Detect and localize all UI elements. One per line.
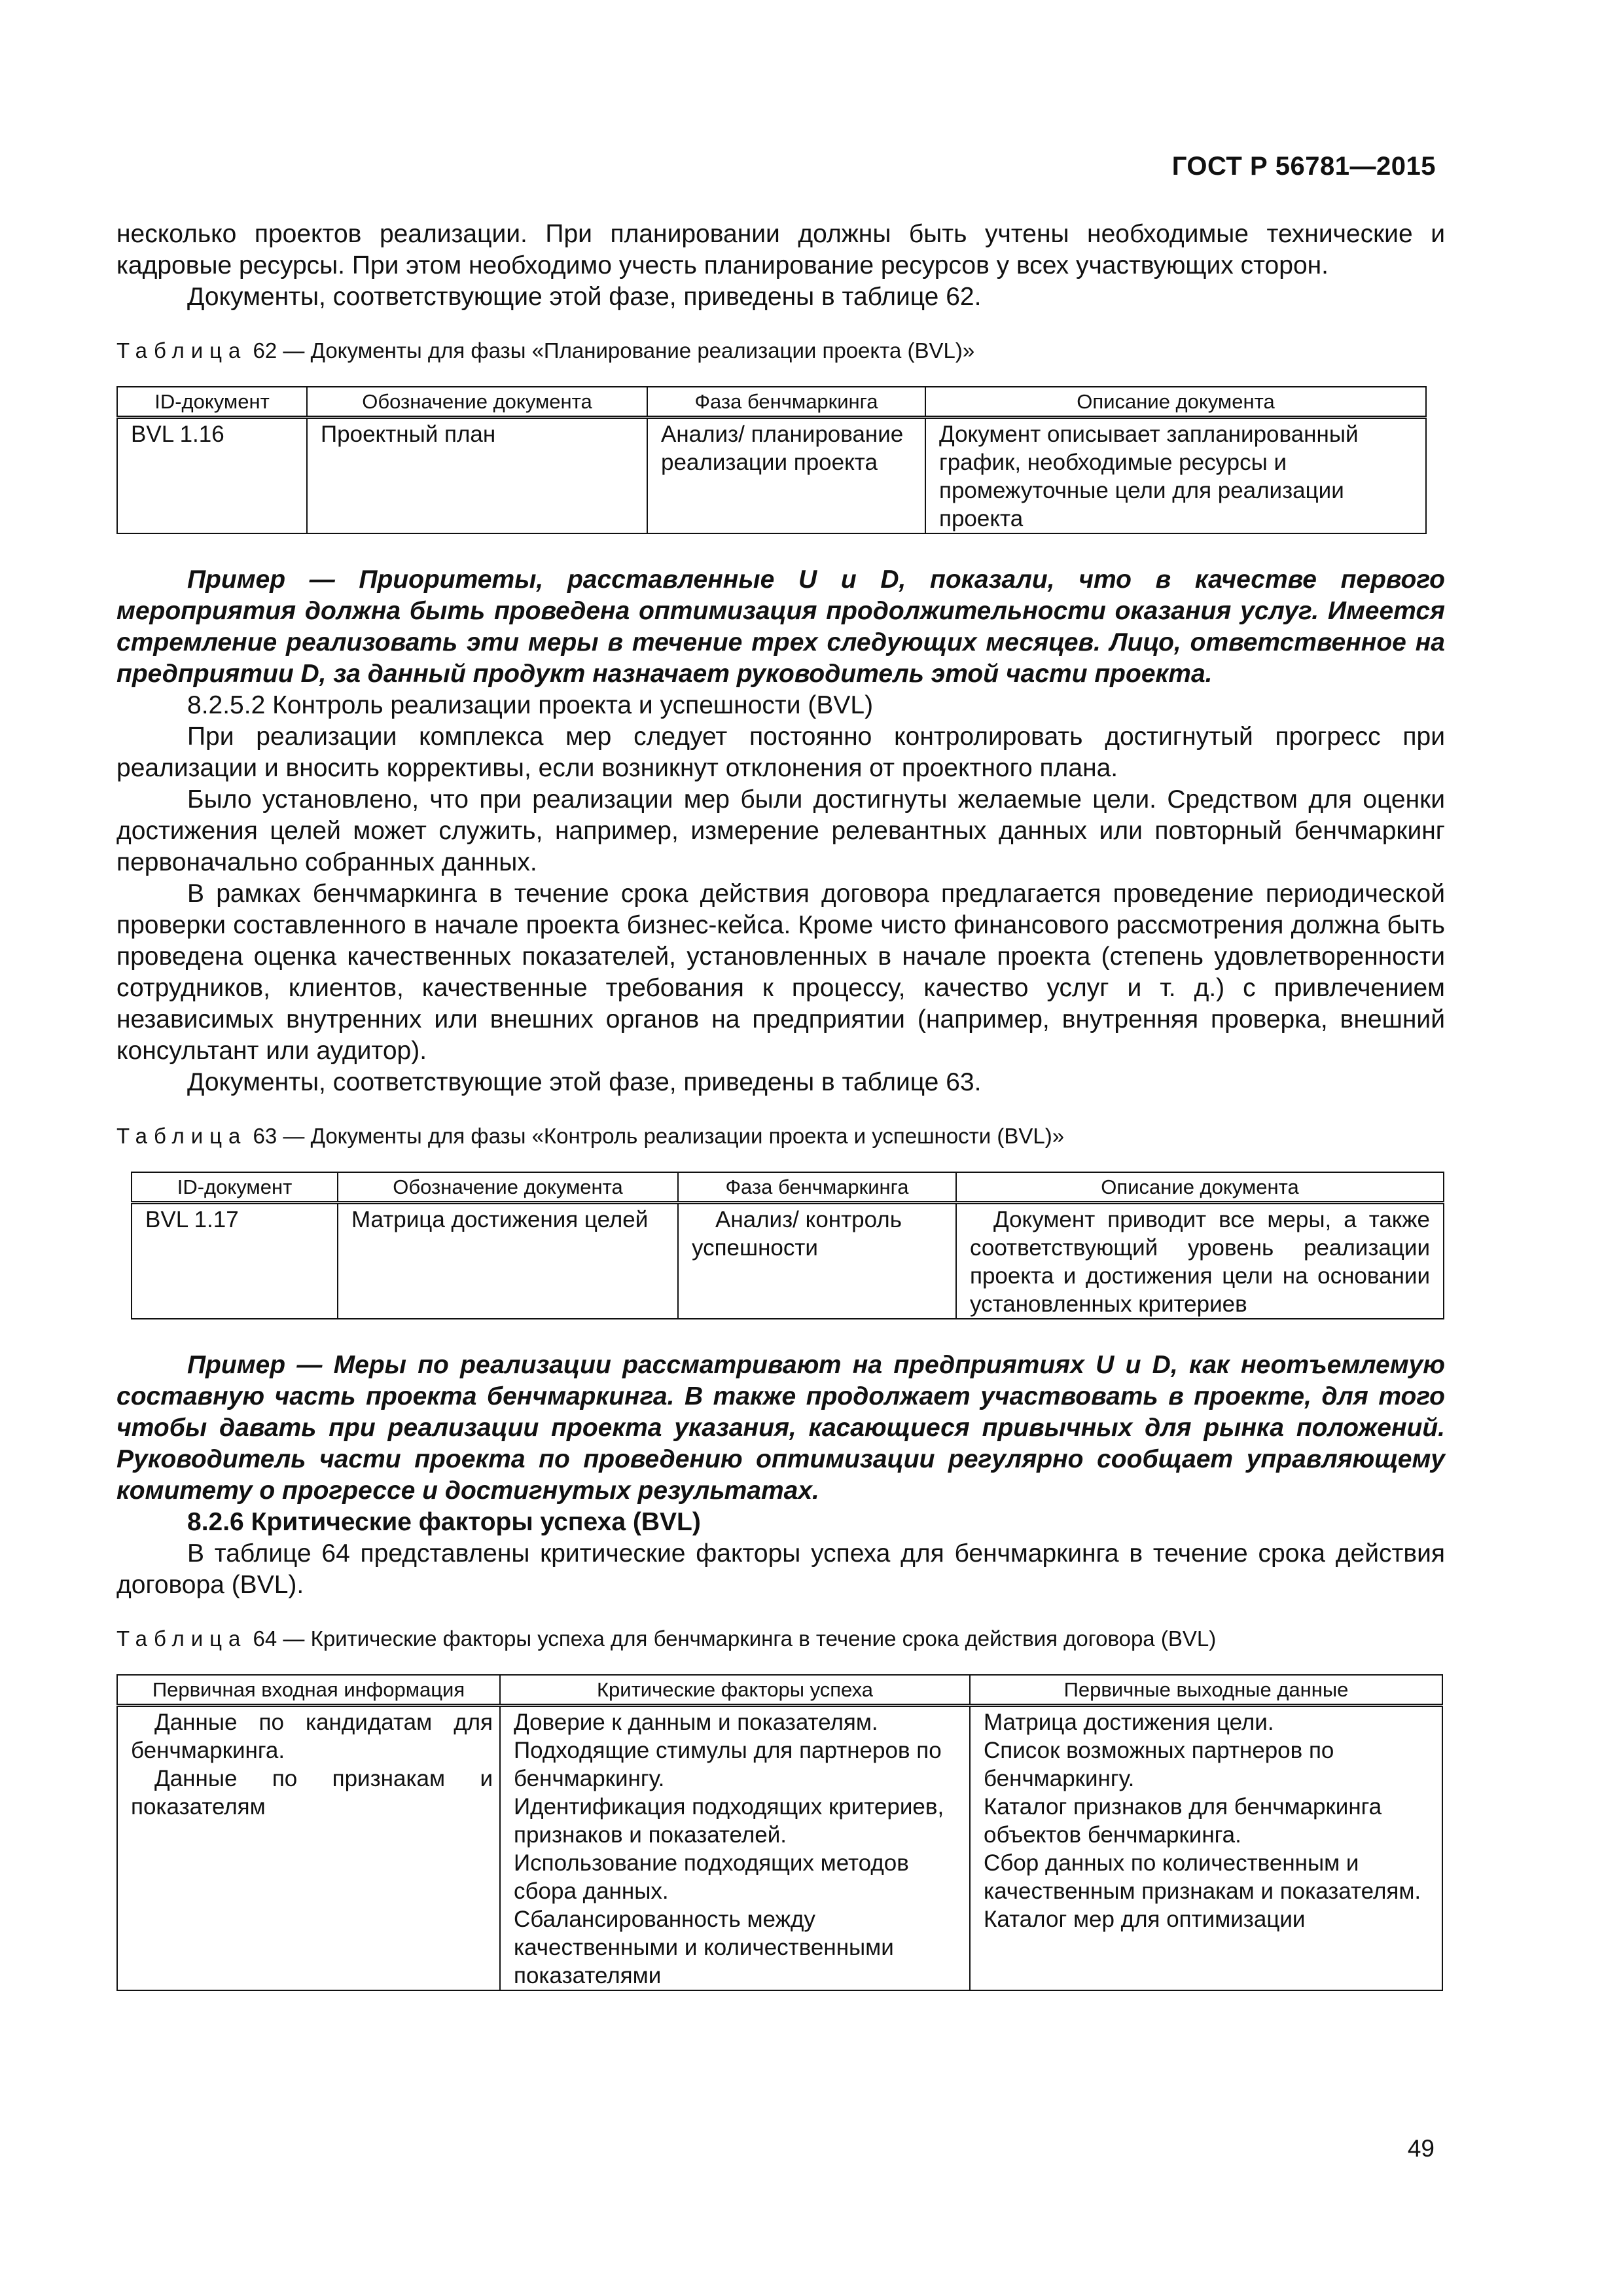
column-header: Обозначение документа xyxy=(338,1172,678,1203)
table-cell: BVL 1.16 xyxy=(117,418,307,534)
section-heading: 8.2.6 Критические факторы успеха (BVL) xyxy=(187,1508,701,1536)
paragraph: При реализации комплекса мер следует постоянно контролировать достигнутый прогресс при реализации и вносить коррективы, если возникнут отклонения от проектного плана. xyxy=(116,723,1445,782)
paragraph: В рамках бенчмаркинга в течение срока действия договора предлагается проведение периодической проверки составленного в начале проекта бизнес-кейса. Кроме чисто финансового рассмотрения должна быть проведена оценка качественных показателей, установленных в начале проекта (степень удовлетворенности сотрудников, клиентов, качественные требования к процессу, качество услуг и т. д.) с привлечением независимых внутренних или внешних органов на предприятии (например, внутренняя проверка, внешний консультант или аудитор). xyxy=(116,880,1445,1065)
column-header: Описание документа xyxy=(925,387,1426,418)
table-row xyxy=(117,1706,1442,1991)
column-header: ID-документ xyxy=(132,1172,338,1203)
table-cell: Документ приводит все меры, а также соответствующий уровень реализации проекта и достижения цели на основании установленных критериев xyxy=(956,1203,1444,1319)
list-item: Использование подходящих методов сбора данных. xyxy=(514,1850,909,1904)
column-header: Обозначение документа xyxy=(307,387,647,418)
paragraph: В таблице 64 представлены критические факторы успеха для бенчмаркинга в течение срока действия договора (BVL). xyxy=(116,1539,1445,1599)
table-header-row xyxy=(117,1675,1442,1706)
table-cell: Анализ/ планирование реализации проекта xyxy=(647,418,925,534)
table-62-caption xyxy=(116,338,1445,364)
list-item: Данные по признакам и показателям xyxy=(131,1766,493,1820)
list-item: Идентификация подходящих критериев, признаков и показателей. xyxy=(514,1794,944,1848)
table-cell: Документ описывает запланированный график, необходимые ресурсы и промежуточные цели для реализации проекта xyxy=(925,418,1426,534)
table-cell: BVL 1.17 xyxy=(132,1203,338,1319)
section-heading: 8.2.5.2 Контроль реализации проекта и успешности (BVL) xyxy=(187,691,874,719)
paragraph: Документы, соответствующие этой фазе, приведены в таблице 62. xyxy=(187,283,982,311)
list-item: Список возможных партнеров по бенчмаркингу. xyxy=(984,1738,1334,1791)
table-cell xyxy=(117,1706,500,1991)
list-item: Матрица достижения цели. xyxy=(984,1710,1274,1735)
table-64 xyxy=(116,1674,1443,1991)
table-caption-text: 62 — Документы для фазы «Планирование реализации проекта (BVL)» xyxy=(247,338,975,363)
column-header: ID-документ xyxy=(117,387,307,418)
column-header: Фаза бенчмаркинга xyxy=(647,387,925,418)
list-item: Подходящие стимулы для партнеров по бенчмаркингу. xyxy=(514,1738,942,1791)
column-header: Фаза бенчмаркинга xyxy=(678,1172,956,1203)
paragraph: Документы, соответствующие этой фазе, приведены в таблице 63. xyxy=(187,1068,982,1096)
table-cell: Анализ/ контроль успешности xyxy=(678,1203,956,1319)
list-item: Доверие к данным и показателям. xyxy=(514,1710,878,1735)
column-header: Описание документа xyxy=(956,1172,1444,1203)
table-62 xyxy=(116,386,1427,534)
table-cell xyxy=(500,1706,970,1991)
table-header-row xyxy=(117,387,1426,418)
table-cell: Проектный план xyxy=(307,418,647,534)
list-item: Каталог признаков для бенчмаркинга объектов бенчмаркинга. xyxy=(984,1794,1382,1848)
column-header: Первичные выходные данные xyxy=(970,1675,1442,1706)
table-caption-word: Таблица xyxy=(116,1124,247,1148)
list-item: Данные по кандидатам для бенчмаркинга. xyxy=(131,1710,493,1763)
paragraph: несколько проектов реализации. При планировании должны быть учтены необходимые технические и кадровые ресурсы. При этом необходимо учесть планирование ресурсов у всех участвующих сторон. xyxy=(116,220,1445,279)
table-row xyxy=(117,418,1426,534)
table-cell: Матрица достижения целей xyxy=(338,1203,678,1319)
example-note: Пример — Приоритеты, расставленные U и D, показали, что в качестве первого мероприятия должна быть проведена оптимизация продолжительности оказания услуг. Имеется стремление реализовать эти меры в течение трех следующих месяцев. Лицо, ответственное на предприятии D, за данный продукт назначает руководитель этой части проекта. xyxy=(116,565,1445,688)
list-item: Каталог мер для оптимизации xyxy=(984,1907,1306,1932)
table-63 xyxy=(131,1172,1444,1319)
list-item: Сбор данных по количественным и качественным признакам и показателям. xyxy=(984,1850,1421,1904)
table-row xyxy=(132,1203,1444,1319)
table-64-caption xyxy=(116,1626,1445,1652)
page-number: 49 xyxy=(1407,2135,1435,2162)
column-header: Первичная входная информация xyxy=(117,1675,500,1706)
table-caption-word: Таблица xyxy=(116,338,247,363)
document-body xyxy=(116,219,1445,1991)
table-cell xyxy=(970,1706,1442,1991)
table-63-caption xyxy=(116,1123,1445,1149)
table-header-row xyxy=(132,1172,1444,1203)
table-caption-text: 64 — Критические факторы успеха для бенчмаркинга в течение срока действия договора (BVL) xyxy=(247,1626,1217,1651)
paragraph: Было установлено, что при реализации мер были достигнуты желаемые цели. Средством для оценки достижения целей может служить, например, измерение релевантных данных или повторный бенчмаркинг первоначально собранных данных. xyxy=(116,785,1445,876)
document-code-header: ГОСТ Р 56781—2015 xyxy=(1171,152,1436,181)
table-caption-text: 63 — Документы для фазы «Контроль реализации проекта и успешности (BVL)» xyxy=(247,1124,1065,1148)
table-caption-word: Таблица xyxy=(116,1626,247,1651)
column-header: Критические факторы успеха xyxy=(500,1675,970,1706)
example-note: Пример — Меры по реализации рассматривают на предприятиях U и D, как неотъемлемую составную часть проекта бенчмаркинга. В также продолжает участвовать в проекте, для того чтобы давать при реализации проекта указания, касающиеся привычных для рынка положений. Руководитель части проекта по проведению оптимизации регулярно сообщает управляющему комитету о прогрессе и достигнутых результатах. xyxy=(116,1351,1445,1505)
list-item: Сбалансированность между качественными и количественными показателями xyxy=(514,1907,894,1988)
